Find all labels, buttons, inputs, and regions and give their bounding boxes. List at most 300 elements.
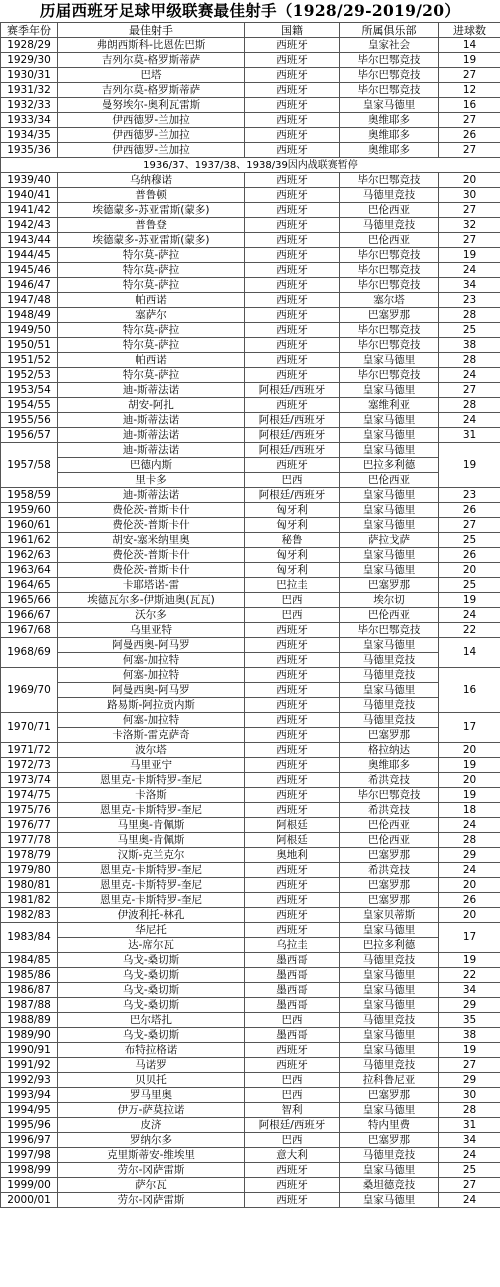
player-cell: 特尔莫-萨拉 (58, 338, 245, 353)
goals-cell: 31 (439, 428, 500, 443)
club-cell: 皇家马德里 (340, 353, 439, 368)
club-cell: 马德里竞技 (340, 713, 439, 728)
club-cell: 皇家马德里 (340, 518, 439, 533)
goals-cell: 27 (439, 143, 500, 158)
nationality-cell: 西班牙 (245, 98, 340, 113)
club-cell: 马德里竞技 (340, 668, 439, 683)
table-row (1, 818, 500, 833)
season-cell: 1931/32 (1, 83, 58, 98)
season-cell: 1972/73 (1, 758, 58, 773)
table-row (1, 863, 500, 878)
club-cell: 巴塞罗那 (340, 1133, 439, 1148)
club-cell: 巴塞罗那 (340, 848, 439, 863)
club-cell: 奥维耶多 (340, 143, 439, 158)
season-cell: 1944/45 (1, 248, 58, 263)
table-row (1, 308, 500, 323)
nationality-cell: 西班牙 (245, 203, 340, 218)
nationality-cell: 阿根廷/西班牙 (245, 383, 340, 398)
club-cell: 毕尔巴鄂竞技 (340, 263, 439, 278)
season-cell: 1934/35 (1, 128, 58, 143)
table-row (1, 143, 500, 158)
nationality-cell: 墨西哥 (245, 953, 340, 968)
player-cell: 沃尔多 (58, 608, 245, 623)
goals-cell: 24 (439, 368, 500, 383)
season-cell: 1988/89 (1, 1013, 58, 1028)
goals-cell: 19 (439, 758, 500, 773)
player-cell: 何塞-加拉特 (58, 668, 245, 683)
nationality-cell: 西班牙 (245, 218, 340, 233)
nationality-cell: 巴西 (245, 1088, 340, 1103)
nationality-cell: 西班牙 (245, 728, 340, 743)
goals-cell: 25 (439, 1163, 500, 1178)
club-cell: 巴拉多利德 (340, 938, 439, 953)
nationality-cell: 阿根廷/西班牙 (245, 1118, 340, 1133)
club-cell: 皇家马德里 (340, 548, 439, 563)
season-cell: 1942/43 (1, 218, 58, 233)
club-cell: 皇家马德里 (340, 983, 439, 998)
table-body (1, 38, 500, 1208)
club-cell: 希洪竞技 (340, 773, 439, 788)
nationality-cell: 巴西 (245, 608, 340, 623)
goals-cell: 29 (439, 998, 500, 1013)
season-cell: 1966/67 (1, 608, 58, 623)
nationality-cell: 西班牙 (245, 173, 340, 188)
goals-cell: 28 (439, 1103, 500, 1118)
top-scorers-table (0, 22, 500, 1208)
goals-cell: 19 (439, 1043, 500, 1058)
club-cell: 皇家马德里 (340, 488, 439, 503)
player-cell: 克里斯蒂安-维埃里 (58, 1148, 245, 1163)
player-cell: 阿曼西奥-阿马罗 (58, 638, 245, 653)
player-cell: 塞萨尔 (58, 308, 245, 323)
player-cell: 迪-斯蒂法诺 (58, 428, 245, 443)
season-cell: 1929/30 (1, 53, 58, 68)
table-row (1, 323, 500, 338)
column-header-goals: 进球数 (439, 23, 500, 38)
player-cell: 埃德蒙多-苏亚雷斯(蒙多) (58, 233, 245, 248)
table-row (1, 803, 500, 818)
goals-cell: 27 (439, 203, 500, 218)
nationality-cell: 秘鲁 (245, 533, 340, 548)
player-cell: 何塞-加拉特 (58, 713, 245, 728)
season-cell: 1948/49 (1, 308, 58, 323)
club-cell: 马德里竞技 (340, 1013, 439, 1028)
club-cell: 巴塞罗那 (340, 878, 439, 893)
season-cell: 1971/72 (1, 743, 58, 758)
table-row (1, 773, 500, 788)
club-cell: 皇家马德里 (340, 1193, 439, 1208)
player-cell: 胡安-塞米纳里奥 (58, 533, 245, 548)
player-cell: 乌戈-桑切斯 (58, 968, 245, 983)
goals-cell: 19 (439, 593, 500, 608)
player-cell: 马里奥-肯佩斯 (58, 818, 245, 833)
club-cell: 巴塞罗那 (340, 308, 439, 323)
goals-cell: 19 (439, 248, 500, 263)
season-cell: 1932/33 (1, 98, 58, 113)
nationality-cell: 西班牙 (245, 128, 340, 143)
player-cell: 曼努埃尔-奥利瓦雷斯 (58, 98, 245, 113)
club-cell: 毕尔巴鄂竞技 (340, 278, 439, 293)
club-cell: 塞尔塔 (340, 293, 439, 308)
table-row (1, 1148, 500, 1163)
club-cell: 巴塞罗那 (340, 1088, 439, 1103)
season-cell: 1995/96 (1, 1118, 58, 1133)
page-title: 历届西班牙足球甲级联赛最佳射手（1928/29-2019/20） (39, 1, 461, 20)
table-row (1, 188, 500, 203)
season-cell: 1987/88 (1, 998, 58, 1013)
goals-cell: 12 (439, 83, 500, 98)
table-row (1, 458, 500, 473)
goals-cell: 26 (439, 893, 500, 908)
player-cell: 波尔塔 (58, 743, 245, 758)
nationality-cell: 奥地利 (245, 848, 340, 863)
goals-cell: 27 (439, 113, 500, 128)
goals-cell: 22 (439, 968, 500, 983)
season-cell: 1961/62 (1, 533, 58, 548)
table-row (1, 833, 500, 848)
goals-cell: 24 (439, 263, 500, 278)
club-cell: 奥维耶多 (340, 758, 439, 773)
club-cell: 巴伦西亚 (340, 203, 439, 218)
season-cell: 1967/68 (1, 623, 58, 638)
season-cell: 1928/29 (1, 38, 58, 53)
nationality-cell: 巴西 (245, 1073, 340, 1088)
club-cell: 皇家马德里 (340, 563, 439, 578)
club-cell: 希洪竞技 (340, 803, 439, 818)
club-cell: 毕尔巴鄂竞技 (340, 323, 439, 338)
nationality-cell: 西班牙 (245, 803, 340, 818)
season-cell: 1954/55 (1, 398, 58, 413)
nationality-cell: 西班牙 (245, 143, 340, 158)
goals-cell: 19 (439, 788, 500, 803)
player-cell: 乌戈-桑切斯 (58, 1028, 245, 1043)
player-cell: 达-席尔瓦 (58, 938, 245, 953)
season-cell: 1949/50 (1, 323, 58, 338)
goals-cell: 26 (439, 548, 500, 563)
club-cell: 皇家马德里 (340, 413, 439, 428)
player-cell: 迪-斯蒂法诺 (58, 383, 245, 398)
nationality-cell: 西班牙 (245, 758, 340, 773)
nationality-cell: 西班牙 (245, 923, 340, 938)
table-row (1, 1163, 500, 1178)
club-cell: 巴伦西亚 (340, 608, 439, 623)
season-cell: 1943/44 (1, 233, 58, 248)
player-cell: 汉斯-克兰克尔 (58, 848, 245, 863)
player-cell: 里卡多 (58, 473, 245, 488)
nationality-cell: 墨西哥 (245, 968, 340, 983)
goals-cell: 19 (439, 53, 500, 68)
club-cell: 希洪竞技 (340, 863, 439, 878)
table-row (1, 488, 500, 503)
goals-cell: 20 (439, 743, 500, 758)
club-cell: 拉科鲁尼亚 (340, 1073, 439, 1088)
club-cell: 桑坦德竞技 (340, 1178, 439, 1193)
club-cell: 皇家马德里 (340, 1103, 439, 1118)
column-header-player: 最佳射手 (58, 23, 245, 38)
player-cell: 巴塔 (58, 68, 245, 83)
goals-cell: 19 (439, 443, 500, 488)
column-header-season: 赛季年份 (1, 23, 58, 38)
header-row (1, 23, 500, 38)
player-cell: 巴德内斯 (58, 458, 245, 473)
nationality-cell: 西班牙 (245, 83, 340, 98)
table-row (1, 428, 500, 443)
nationality-cell: 西班牙 (245, 908, 340, 923)
nationality-cell: 西班牙 (245, 623, 340, 638)
table-row (1, 1013, 500, 1028)
table-row (1, 473, 500, 488)
goals-cell: 20 (439, 563, 500, 578)
table-row (1, 1178, 500, 1193)
nationality-cell: 匈牙利 (245, 518, 340, 533)
player-cell: 伊波利托-林孔 (58, 908, 245, 923)
nationality-cell: 西班牙 (245, 278, 340, 293)
club-cell: 毕尔巴鄂竞技 (340, 248, 439, 263)
club-cell: 毕尔巴鄂竞技 (340, 623, 439, 638)
goals-cell: 29 (439, 848, 500, 863)
player-cell: 吉列尔莫-格罗斯蒂萨 (58, 83, 245, 98)
table-row (1, 398, 500, 413)
table-row (1, 938, 500, 953)
table-row (1, 68, 500, 83)
nationality-cell: 阿根廷/西班牙 (245, 488, 340, 503)
nationality-cell: 西班牙 (245, 1058, 340, 1073)
table-row (1, 1103, 500, 1118)
season-cell: 1959/60 (1, 503, 58, 518)
nationality-cell: 西班牙 (245, 38, 340, 53)
goals-cell: 17 (439, 713, 500, 743)
player-cell: 埃德瓦尔多-伊斯迪奥(瓦瓦) (58, 593, 245, 608)
table-row (1, 683, 500, 698)
table-row (1, 953, 500, 968)
table-row (1, 983, 500, 998)
player-cell: 贝贝托 (58, 1073, 245, 1088)
season-cell: 1991/92 (1, 1058, 58, 1073)
nationality-cell: 西班牙 (245, 68, 340, 83)
player-cell: 马诺罗 (58, 1058, 245, 1073)
table-row (1, 113, 500, 128)
table-row (1, 1028, 500, 1043)
season-cell: 1951/52 (1, 353, 58, 368)
player-cell: 乌里亚特 (58, 623, 245, 638)
season-cell: 1997/98 (1, 1148, 58, 1163)
table-row (1, 563, 500, 578)
goals-cell: 34 (439, 1133, 500, 1148)
nationality-cell: 西班牙 (245, 368, 340, 383)
nationality-cell: 意大利 (245, 1148, 340, 1163)
player-cell: 吉列尔莫-格罗斯蒂萨 (58, 53, 245, 68)
goals-cell: 24 (439, 413, 500, 428)
season-cell: 1974/75 (1, 788, 58, 803)
table-row (1, 158, 500, 173)
player-cell: 皮济 (58, 1118, 245, 1133)
club-cell: 奥维耶多 (340, 113, 439, 128)
season-cell: 1976/77 (1, 818, 58, 833)
club-cell: 巴塞罗那 (340, 578, 439, 593)
goals-cell: 24 (439, 1193, 500, 1208)
table-row (1, 203, 500, 218)
table-row (1, 623, 500, 638)
goals-cell: 24 (439, 1148, 500, 1163)
season-cell: 1930/31 (1, 68, 58, 83)
goals-cell: 25 (439, 578, 500, 593)
table-row (1, 1118, 500, 1133)
season-cell: 1947/48 (1, 293, 58, 308)
season-cell: 1956/57 (1, 428, 58, 443)
nationality-cell: 西班牙 (245, 653, 340, 668)
table-row (1, 128, 500, 143)
goals-cell: 20 (439, 173, 500, 188)
goals-cell: 27 (439, 1058, 500, 1073)
nationality-cell: 西班牙 (245, 188, 340, 203)
season-cell: 1963/64 (1, 563, 58, 578)
club-cell: 皇家马德里 (340, 98, 439, 113)
club-cell: 皇家马德里 (340, 1043, 439, 1058)
club-cell: 皇家社会 (340, 38, 439, 53)
table-row (1, 653, 500, 668)
nationality-cell: 西班牙 (245, 293, 340, 308)
nationality-cell: 阿根廷/西班牙 (245, 428, 340, 443)
player-cell: 萨尔瓦 (58, 1178, 245, 1193)
nationality-cell: 西班牙 (245, 113, 340, 128)
table-row (1, 98, 500, 113)
column-header-club: 所属俱乐部 (340, 23, 439, 38)
goals-cell: 35 (439, 1013, 500, 1028)
goals-cell: 16 (439, 98, 500, 113)
club-cell: 巴塞罗那 (340, 728, 439, 743)
goals-cell: 18 (439, 803, 500, 818)
goals-cell: 38 (439, 1028, 500, 1043)
player-cell: 埃德蒙多-苏亚雷斯(蒙多) (58, 203, 245, 218)
club-cell: 奥维耶多 (340, 128, 439, 143)
club-cell: 马德里竞技 (340, 1148, 439, 1163)
player-cell: 恩里克-卡斯特罗-奎尼 (58, 893, 245, 908)
goals-cell: 38 (439, 338, 500, 353)
table-row (1, 503, 500, 518)
table-row (1, 713, 500, 728)
club-cell: 马德里竞技 (340, 653, 439, 668)
table-row (1, 38, 500, 53)
club-cell: 毕尔巴鄂竞技 (340, 173, 439, 188)
table-row (1, 668, 500, 683)
goals-cell: 32 (439, 218, 500, 233)
player-cell: 卡洛斯-雷克萨奇 (58, 728, 245, 743)
player-cell: 费伦茨-普斯卡什 (58, 548, 245, 563)
nationality-cell: 西班牙 (245, 698, 340, 713)
nationality-cell: 西班牙 (245, 668, 340, 683)
nationality-cell: 西班牙 (245, 713, 340, 728)
table-row (1, 788, 500, 803)
goals-cell: 24 (439, 608, 500, 623)
goals-cell: 28 (439, 833, 500, 848)
season-cell: 1999/00 (1, 1178, 58, 1193)
season-cell: 1964/65 (1, 578, 58, 593)
nationality-cell: 巴西 (245, 473, 340, 488)
goals-cell: 27 (439, 233, 500, 248)
nationality-cell: 西班牙 (245, 878, 340, 893)
player-cell: 特尔莫-萨拉 (58, 368, 245, 383)
club-cell: 皇家贝蒂斯 (340, 908, 439, 923)
club-cell: 皇家马德里 (340, 683, 439, 698)
season-cell: 1968/69 (1, 638, 58, 668)
club-cell: 皇家马德里 (340, 923, 439, 938)
player-cell: 马里奥-肯佩斯 (58, 833, 245, 848)
goals-cell: 27 (439, 383, 500, 398)
club-cell: 皇家马德里 (340, 968, 439, 983)
nationality-cell: 智利 (245, 1103, 340, 1118)
goals-cell: 29 (439, 1073, 500, 1088)
season-cell: 1993/94 (1, 1088, 58, 1103)
table-row (1, 1133, 500, 1148)
season-cell: 1998/99 (1, 1163, 58, 1178)
goals-cell: 20 (439, 878, 500, 893)
goals-cell: 34 (439, 983, 500, 998)
club-cell: 马德里竞技 (340, 1058, 439, 1073)
season-cell: 1985/86 (1, 968, 58, 983)
table-row (1, 1073, 500, 1088)
season-cell: 1940/41 (1, 188, 58, 203)
player-cell: 胡安-阿扎 (58, 398, 245, 413)
table-row (1, 218, 500, 233)
player-cell: 特尔莫-萨拉 (58, 248, 245, 263)
table-row (1, 728, 500, 743)
goals-cell: 26 (439, 503, 500, 518)
player-cell: 费伦茨-普斯卡什 (58, 518, 245, 533)
player-cell: 迪-斯蒂法诺 (58, 488, 245, 503)
goals-cell: 30 (439, 1088, 500, 1103)
nationality-cell: 西班牙 (245, 788, 340, 803)
goals-cell: 25 (439, 323, 500, 338)
table-row (1, 1043, 500, 1058)
player-cell: 乌戈-桑切斯 (58, 953, 245, 968)
club-cell: 皇家马德里 (340, 383, 439, 398)
season-cell: 2000/01 (1, 1193, 58, 1208)
season-cell: 1933/34 (1, 113, 58, 128)
nationality-cell: 墨西哥 (245, 1028, 340, 1043)
season-cell: 1980/81 (1, 878, 58, 893)
nationality-cell: 巴西 (245, 593, 340, 608)
player-cell: 伊西德罗-兰加拉 (58, 128, 245, 143)
table-row (1, 848, 500, 863)
club-cell: 巴伦西亚 (340, 833, 439, 848)
nationality-cell: 西班牙 (245, 1178, 340, 1193)
player-cell: 帕西诺 (58, 293, 245, 308)
player-cell: 恩里克-卡斯特罗-奎尼 (58, 803, 245, 818)
player-cell: 普鲁顿 (58, 188, 245, 203)
nationality-cell: 西班牙 (245, 458, 340, 473)
season-cell: 1994/95 (1, 1103, 58, 1118)
season-cell: 1973/74 (1, 773, 58, 788)
table-row (1, 383, 500, 398)
player-cell: 路易斯-阿拉贡内斯 (58, 698, 245, 713)
nationality-cell: 西班牙 (245, 263, 340, 278)
player-cell: 何塞-加拉特 (58, 653, 245, 668)
nationality-cell: 匈牙利 (245, 503, 340, 518)
season-cell: 1996/97 (1, 1133, 58, 1148)
nationality-cell: 西班牙 (245, 53, 340, 68)
table-row (1, 173, 500, 188)
season-cell: 1979/80 (1, 863, 58, 878)
goals-cell: 25 (439, 533, 500, 548)
player-cell: 乌戈-桑切斯 (58, 998, 245, 1013)
table-row (1, 278, 500, 293)
table-row (1, 968, 500, 983)
table-row (1, 53, 500, 68)
table-row (1, 578, 500, 593)
table-row (1, 1058, 500, 1073)
table-row (1, 893, 500, 908)
player-cell: 伊西德罗-兰加拉 (58, 113, 245, 128)
